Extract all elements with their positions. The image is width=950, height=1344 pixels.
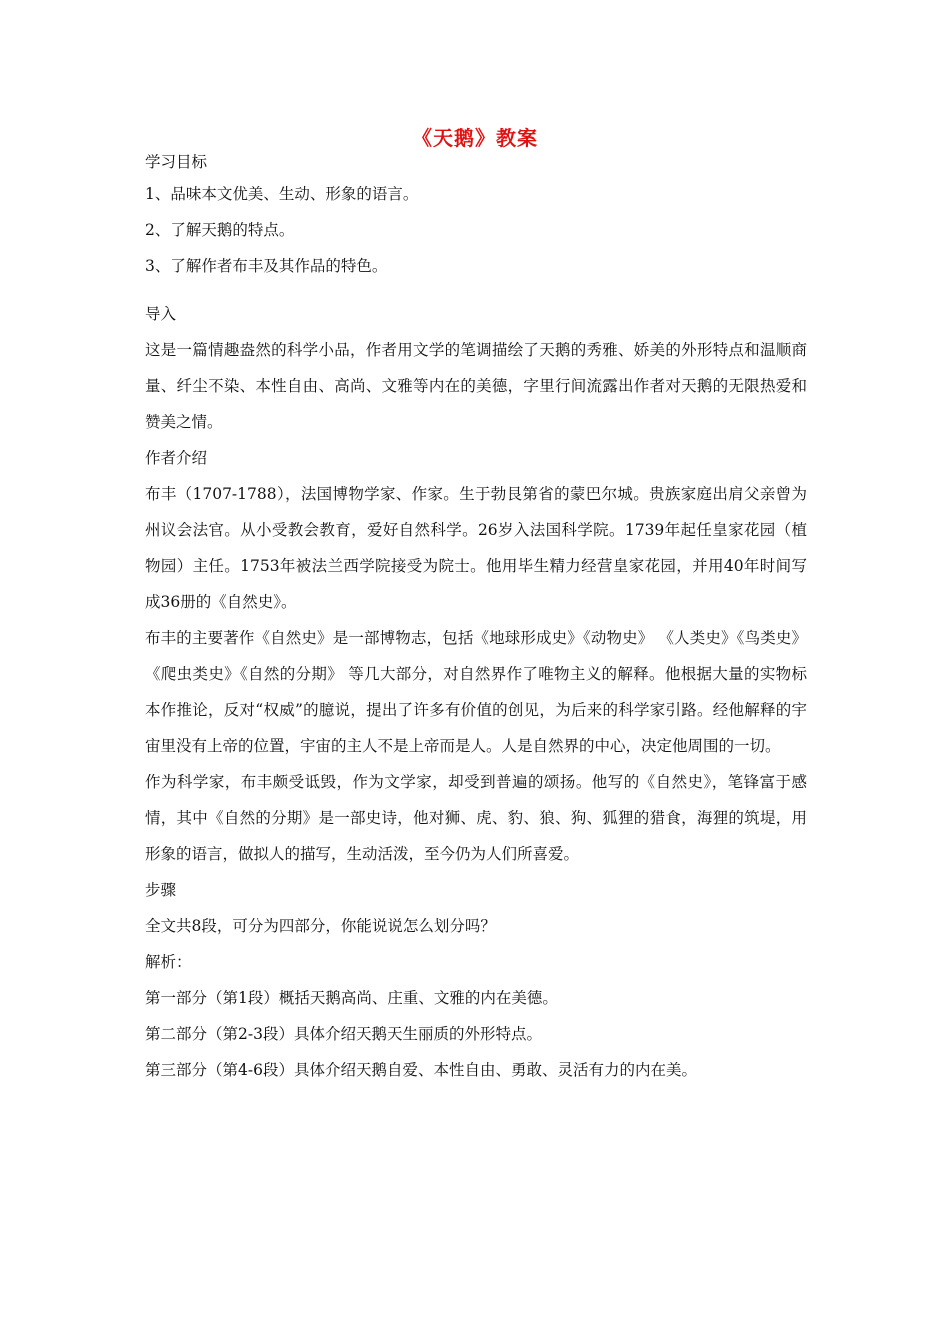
document-body: [145, 148, 807, 1088]
steps-question: 全文共8段，可分为四部分，你能说说怎么划分吗？: [145, 917, 496, 935]
author-paragraph-1: 布丰（1707-1788），法国博物学家、作家。生于勃艮第省的蒙巴尔城。贵族家庭出肩父亲曾为州议会法官。从小受教会教育，爱好自然科学。26岁入法国科学院。1739年起任皇家花园（植物园）主任。1753年被法兰西学院接受为院士。他用毕生精力经营皇家花园，并用40年时间写成36册的《自然史》。: [145, 485, 807, 611]
steps-heading: 步骤: [145, 881, 177, 899]
author-heading: 作者介绍: [145, 449, 208, 467]
analysis-label: 解析：: [145, 953, 192, 971]
part-item-1: 第一部分（第1段）概括天鹅高尚、庄重、文雅的内在美德。: [145, 989, 558, 1007]
objectives-heading: 学习目标: [145, 153, 208, 171]
objective-item-1: 1、品味本文优美、生动、形象的语言。: [145, 185, 419, 203]
intro-paragraph: 这是一篇情趣盎然的科学小品，作者用文学的笔调描绘了天鹅的秀雅、娇美的外形特点和温顺商量、纤尘不染、本性自由、高尚、文雅等内在的美德，字里行间流露出作者对天鹅的无限热爱和赞美之情。: [145, 341, 807, 431]
author-paragraph-2: 布丰的主要著作《自然史》是一部博物志，包括《地球形成史》《动物史》 《人类史》《鸟类史》《爬虫类史》《自然的分期》 等几大部分，对自然界作了唯物主义的解释。他根据大量的实物标本作推论，反对“权威”的臆说，提出了许多有价值的创见，为后来的科学家引路。经他解释的宇宙里没有上帝的位置，宇宙的主人不是上帝而是人。人是自然界的中心，决定他周围的一切。: [145, 629, 807, 755]
part-item-2: 第二部分（第2-3段）具体介绍天鹅天生丽质的外形特点。: [145, 1025, 542, 1043]
section-gap: [145, 284, 807, 296]
document-title: 《天鹅》教案: [412, 126, 538, 150]
objective-item-3: 3、了解作者布丰及其作品的特色。: [145, 257, 388, 275]
objective-item-2: 2、了解天鹅的特点。: [145, 221, 295, 239]
part-item-3: 第三部分（第4-6段）具体介绍天鹅自爱、本性自由、勇敢、灵活有力的内在美。: [145, 1061, 697, 1079]
author-paragraph-3: 作为科学家，布丰颇受诋毁，作为文学家，却受到普遍的颂扬。他写的《自然史》，笔锋富于感情，其中《自然的分期》是一部史诗，他对狮、虎、豹、狼、狗、狐狸的猎食，海狸的筑堤，用形象的语言，做拟人的描写，生动活泼，至今仍为人们所喜爱。: [145, 773, 807, 863]
intro-heading: 导入: [145, 305, 177, 323]
